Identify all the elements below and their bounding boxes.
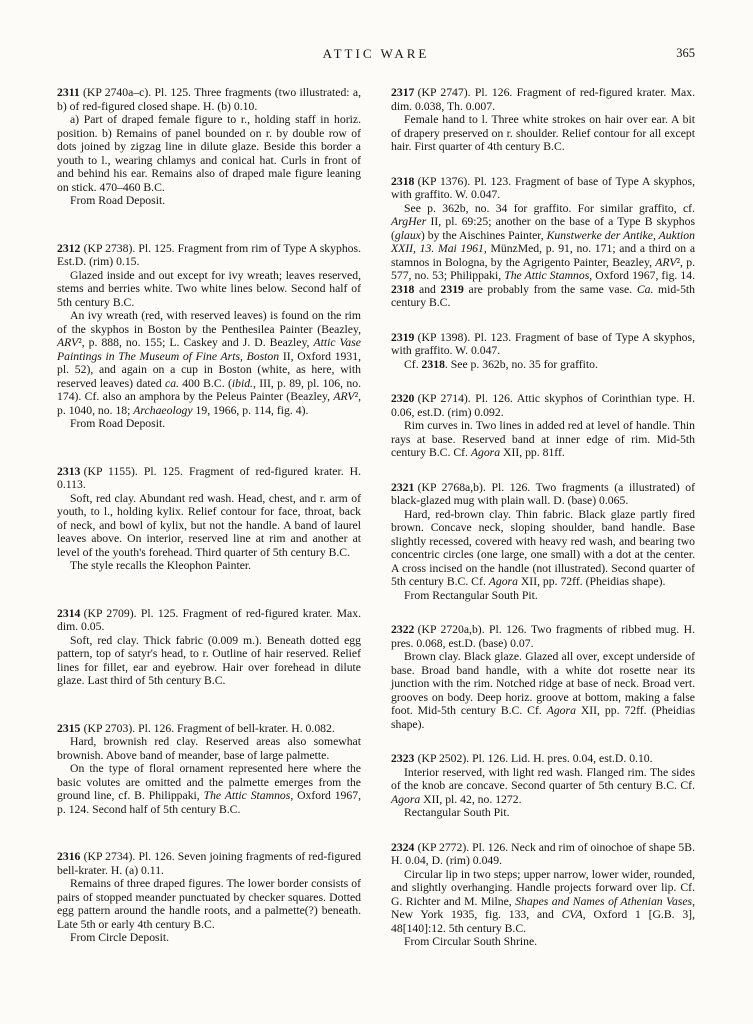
entry-head [57,242,361,269]
entry-heading-text: (KP 2734). Pl. 126. Seven joining fragments of red-figured bell-krater. H. (a) 0.11. [57,850,361,877]
page-number: 365 [676,46,695,60]
entry-number: 2314 [57,606,81,620]
entry-number: 2316 [57,850,81,863]
entry-provenance: Rectangular South Pit. [404,806,510,819]
entry-paragraph: Female hand to l. Three white strokes on hair over ear. A bit of drapery preserved on r. shoulder. Relief contour for all except hair. First quarter of 4th century B.C. [391,113,695,153]
entry-paragraph: See p. 362b, no. 34 for graffito. For similar graffito, cf. ArgHer II, pl. 69:25; another on the base of a Type B skyphos (glaux) by the Aischines Painter, Kunstwerke der Antike, Auktion XXII, 13. Mai 1961, MünzMed, p. 91, no. 171; and a third on a stamnos in Bologna, by the Agrigento Painter, Beazley, ARV², p. 577, no. 53; Philippaki, The Attic Stamnos, Oxford 1967, fig. 14. 2318 and 2319 are probably from the same vase. Ca. mid-5th century B.C. [391,201,696,309]
entry-head [57,850,361,877]
entry-heading-text: (KP 2709). Pl. 125. Fragment of red-figured krater. Max. dim. 0.05. [57,606,361,633]
entry-paragraph: a) Part of draped female figure to r., holding staff in horiz. position. b) Remains of panel bounded on r. by double row of dots joined by zigzag line in dilute glaze. Beside this border a youth to l., wearing chlamys and conical hat. Curls in front of and behind his ear. Remains also of draped male figure leaning on stick. 470–460 B.C. [57,113,361,194]
entry-paragraph: Cf. 2318. See p. 362b, no. 35 for graffito. [404,357,598,371]
entry-paragraph: Remains of three draped figures. The lower border consists of pairs of stopped meander punctuated by checker squares. Dotted egg pattern around the handle roots, and a palmette(?) beneath. Late 5th or early 4th century B.C. [57,877,361,931]
entry-2320 [391,392,695,460]
entry-paragraph: Hard, brownish red clay. Reserved areas also somewhat brownish. Above band of meander, base of large palmette. [57,735,361,762]
entry-head [391,392,695,419]
entry-2323 [391,752,695,820]
entry-number: 2315 [57,721,81,735]
entry-number: 2318 [391,174,415,188]
entry-2311 [57,86,361,208]
page-header [57,46,695,62]
entry-2315 [57,722,361,817]
entry-number: 2321 [391,480,415,494]
entry-head [391,481,695,508]
entry-head [391,331,695,358]
entry-2317 [391,86,695,154]
entry-2316 [57,850,361,945]
entry-head [391,752,695,766]
entry-head [57,86,361,113]
entry-heading-text: (KP 2703). Pl. 126. Fragment of bell-krater. H. 0.082. [83,721,335,735]
entry-provenance: From Rectangular South Pit. [404,588,538,602]
text-columns [57,86,695,979]
entry-heading-text: (KP 1398). Pl. 123. Fragment of base of Type A skyphos, with graffito. W. 0.047. [391,330,695,357]
entry-head [391,86,695,113]
entry-provenance: From Road Deposit. [70,194,166,207]
column-right [391,86,695,979]
entry-2312 [57,242,361,431]
entry-provenance: From Circular South Shrine. [404,935,538,948]
entry-heading-text: (KP 2720a,b). Pl. 126. Two fragments of ribbed mug. H. pres. 0.068, est.D. (base) 0.07. [391,623,695,650]
entry-heading-text: (KP 2740a–c). Pl. 125. Three fragments (two illustrated: a, b) of red-figured closed shape. H. (b) 0.10. [57,86,361,113]
entry-heading-text: (KP 1155). Pl. 125. Fragment of red-figured krater. H. 0.113. [57,464,361,491]
entry-paragraph: Hard, red-brown clay. Thin fabric. Black glaze partly fired brown. Concave neck, sloping shoulder, band handle. Base slightly recessed, covered with heavy red wash, and bearing two concentric circles (one large, one small) with a dot at the center. A cross incised on the handle (not illustrated). Second quarter of 5th century B.C. Cf. Agora XII, pp. 72ff. (Pheidias shape). [391,507,695,588]
entry-paragraph: Soft, red clay. Abundant red wash. Head, chest, and r. arm of youth, to l., holding kylix. Relief contour for face, throat, back of neck, and bowl of kylix, but not the handle. A band of laurel leaves above. On interior, reserved line at rim and another at level of the youth's forehead. Third quarter of 5th century B.C. [57,491,361,559]
entry-heading-text: (KP 2714). Pl. 126. Attic skyphos of Corinthian type. H. 0.06, est.D. (rim) 0.092. [391,392,695,419]
entry-head [391,175,695,202]
entry-number: 2320 [391,392,415,405]
entry-paragraph: On the type of floral ornament represented here where the basic volutes are omitted and the palmette emerges from the ground line, cf. B. Philippaki, The Attic Stamnos, Oxford 1967, p. 124. Second half of 5th century B.C. [57,762,362,816]
entry-paragraph: Circular lip in two steps; upper narrow, lower wider, rounded, and slightly overhanging. Handle projects forward over lip. Cf. G. Richter and M. Milne, Shapes and Names of Athenian Vases, New York 1935, fig. 133, and CVA, Oxford 1 [G.B. 3], 48[140]:12. 5th century B.C. [391,867,695,935]
entry-2314 [57,607,361,688]
entry-2322 [391,623,695,731]
entry-paragraph: Soft, red clay. Thick fabric (0.009 m.). Beneath dotted egg pattern, top of satyr's head, to r. Outline of hair reserved. Relief lines for fillet, ear and eyebrow. Hair over forehead in dilute glaze. Last third of 5th century B.C. [57,633,361,687]
entry-2321 [391,481,695,603]
entry-2318 [391,175,695,310]
entry-heading-text: (KP 2738). Pl. 125. Fragment from rim of Type A skyphos. Est.D. (rim) 0.15. [57,241,361,268]
entry-2319 [391,331,695,372]
entry-heading-text: (KP 2768a,b). Pl. 126. Two fragments (a illustrated) of black-glazed mug with plain wall. D. (base) 0.065. [391,480,695,507]
entry-head [57,607,361,634]
entry-paragraph: Brown clay. Black glaze. Glazed all over, except underside of base. Broad band handle, with a white dot rosette near its junction with the rim. Notched ridge at base of neck. Broad vert. grooves on body. Deep horiz. groove at bottom, making a false foot. Mid-5th century B.C. Cf. Agora XII, pp. 72ff. (Pheidias shape). [391,650,695,731]
entry-head [391,841,695,868]
running-head: ATTIC WARE [322,46,430,61]
entry-provenance: From Circle Deposit. [70,931,170,944]
entry-head [57,722,361,736]
entry-paragraph: Rim curves in. Two lines in added red at level of handle. Thin rays at base. Reserved band at inner edge of rim. Mid-5th century B.C. Cf. Agora XII, pp. 81ff. [391,419,695,459]
entry-number: 2323 [391,752,415,765]
entry-heading-text: (KP 2747). Pl. 126. Fragment of red-figured krater. Max. dim. 0.038, Th. 0.007. [391,86,695,113]
column-left [57,86,361,979]
entry-heading-text: (KP 2502). Pl. 126. Lid. H. pres. 0.04, est.D. 0.10. [417,752,653,765]
entry-2324 [391,841,695,949]
entry-paragraph: Interior reserved, with light red wash. Flanged rim. The sides of the knob are concave. Second quarter of 5th century B.C. Cf. Agora XII, pl. 42, no. 1272. [391,765,695,806]
entry-number: 2317 [391,86,415,99]
entry-number: 2312 [57,241,81,255]
entry-head [57,465,361,492]
entry-number: 2319 [391,330,415,344]
entry-number: 2322 [391,623,415,636]
entry-number: 2313 [57,464,81,478]
entry-paragraph: An ivy wreath (red, with reserved leaves) is found on the rim of the skyphos in Boston by the Penthesilea Painter (Beazley, ARV², p. 888, no. 155; L. Caskey and J. D. Beazley, Attic Vase Paintings in The Museum of Fine Arts, Boston II, Oxford 1931, pl. 52), and again on a cup in Boston (white, as here, with reserved leaves) dated ca. 400 B.C. (ibid., III, p. 89, pl. 106, no. 174). Cf. also an amphora by the Peleus Painter (Beazley, ARV², p. 1040, no. 18; Archaeology 19, 1966, p. 114, fig. 4). [57,309,361,417]
entry-heading-text: (KP 1376). Pl. 123. Fragment of base of Type A skyphos, with graffito. W. 0.047. [391,174,695,201]
entry-number: 2324 [391,840,415,854]
entry-number: 2311 [57,86,80,99]
entry-provenance: From Road Deposit. [70,417,166,430]
entry-heading-text: (KP 2772). Pl. 126. Neck and rim of oinochoe of shape 5B. H. 0.04, D. (rim) 0.049. [391,840,695,867]
entry-paragraph: The style recalls the Kleophon Painter. [70,559,252,572]
entry-2313 [57,465,361,573]
entry-paragraph: Glazed inside and out except for ivy wreath; leaves reserved, stems and berries white. Two white lines below. Second half of 5th century B.C. [57,268,361,309]
entry-head [391,623,695,650]
